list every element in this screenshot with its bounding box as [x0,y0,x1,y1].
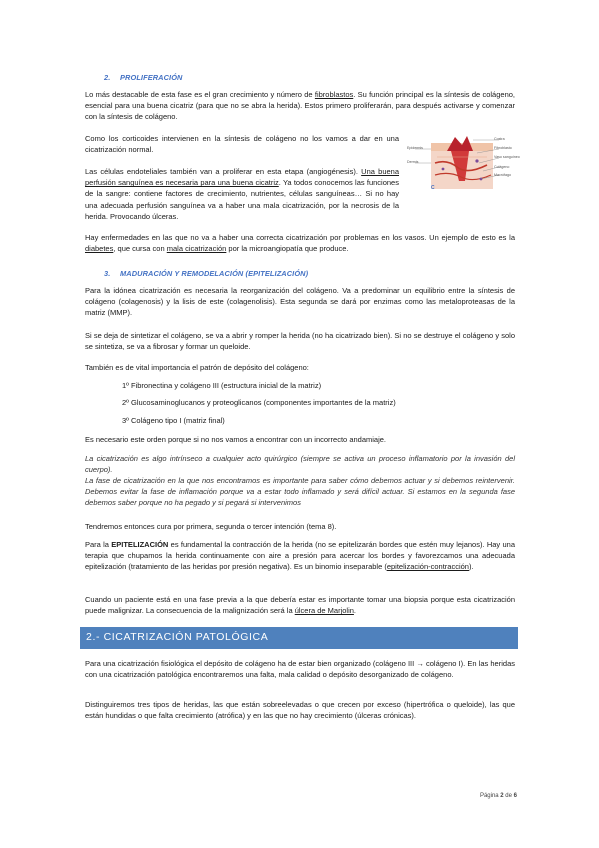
paragraph-biopsia: Cuando un paciente está en una fase previa a la que debería estar es importante tomar una biopsia porque esta cicatrización puede malignizar. La consecuencia de la malignización será la úlcera de Marjolin. [85,595,515,616]
paragraph-fibroblastos: Lo más destacable de esta fase es el gran crecimiento y número de fibroblastos. Su función principal es la síntesis de colágeno, esencial para una buena cicatriz (para que no se abra la herida). Estos primero proliferarán, para después activarse y comenzar con la síntesis de colágeno. [85,90,515,122]
wound-healing-figure [407,133,520,194]
paragraph-patron: También es de vital importancia el patrón de depósito del colágeno: [85,363,309,372]
figure-panel-letter: C [431,185,435,191]
figure-label: Fibroblasto [494,146,512,150]
figure-label: Dermis [407,160,419,164]
paragraph-cura: Tendremos entonces cura por primera, segunda o tercer intención (tema 8). [85,522,337,531]
paragraph-fisiologica: Para una cicatrización fisiológica el depósito de colágeno ha de estar bien organizado (colágeno III → colágeno I). En las heridas con una cicatrización patológica encontraremos una falta, mala calidad o depósito desorganizado de colágeno. [85,659,515,680]
chapter-title: 2.- CICATRIZACIÓN PATOLÓGICA [86,631,269,643]
page-footer: Página 2 de 6 [479,793,517,799]
paragraph-orden: Es necesario este orden porque si no nos vamos a encontrar con un incorrecto andamiaje. [85,435,387,444]
paragraph-endoteliales: Las células endoteliales también van a proliferar en esta etapa (angiogénesis). Una buena perfusión sanguínea es necesaria para una buena cicatriz. Ya todos conocemos las funciones de la sangre: contiene factores de crecimiento, nutrientes, células sanguíneas… Si no hay una adecuada perfusión sanguínea va a haber una mala cicatrización, por la necrosis de la herida. Provocando úlceras. [85,167,400,221]
ulcera-marjolin-term: úlcera de Marjolin [294,606,354,616]
paragraph-sintesis: Si se deja de sintetizar el colágeno, se va a abrir y romper la herida (no ha cicatrizado bien). Si no se destruye el colágeno y solo se sintetiza, se va a fibrosar y formar un queloide. [85,331,515,352]
page-number: 2 [500,793,504,799]
section-title: MADURACIÓN Y REMODELACIÓN (EPITELIZACIÓN) [120,269,309,278]
section-number: 3. [104,269,111,278]
epitelizacion-term: EPITELIZACIÓN [111,540,169,549]
paragraph-reorganizacion: Para la idónea cicatrización es necesaria la reorganización del colágeno. Va a predominar un equilibrio entre la síntesis de colágeno (colagenosis) y la lisis de este (colagenolisis). Esta segunda se dará por enzimas como las metaloproteasas de la matriz (MMP). [85,286,515,318]
mala-cicatrizacion-term: mala cicatrización [166,244,227,254]
collagen-order-list-item: 3º Colágeno tipo I (matriz final) [122,416,225,425]
section-number: 2. [104,73,111,82]
page-total: 6 [513,793,517,799]
figure-label: Macrófago [494,173,511,177]
binomio-term: epitelización-contracción [386,562,469,572]
section-heading-maduracion [104,269,308,278]
fibroblastos-term: fibroblastos [314,90,354,99]
paragraph-fase: La fase de cicatrización en la que nos encontramos es importante para saber cómo debemos actuar y si debemos reintervenir. Debemos evitar la fase de inflamación porque va a estar todo inflamado y será difícil actuar. Si estamos en la segunda fase debemos saber porque no ha pegado y si pegará si intervenimos [85,476,515,508]
section-title: PROLIFERACIÓN [120,73,183,82]
perfusion-underlined: Una buena perfusión sanguínea es necesaria para una buena cicatriz [85,167,400,188]
skin-cross-section-illustration [407,133,520,194]
figure-label: Epidermis [407,146,423,150]
figure-label: Vaso sanguíneo [494,155,520,159]
diabetes-term: diabetes [85,244,114,254]
chapter-banner [80,627,518,649]
paragraph-enfermedades: Hay enfermedades en las que no va a haber una correcta cicatrización por problemas en los vasos. Un ejemplo de esto es la diabetes, que cursa con mala cicatrización por la microangiopatía que produce. [85,233,515,254]
collagen-order-list-item: 1º Fibronectina y colágeno III (estructura inicial de la matriz) [122,381,322,390]
section-heading-proliferacion [104,73,182,82]
figure-label: Colágeno [494,165,510,169]
paragraph-corticoides: Como los corticoides intervienen en la síntesis de colágeno no los vamos a dar en una cicatrización normal. [85,134,399,155]
collagen-order-list-item: 2º Glucosaminoglucanos y proteoglicanos (componentes importantes de la matriz) [122,398,396,407]
paragraph-intrinseco: La cicatrización es algo intrínseco a cualquier acto quirúrgico (siempre se activa un proceso inflamatorio por la invasión del cuerpo). [85,454,515,475]
figure-label: Costra [494,137,505,141]
paragraph-epitelizacion: Para la EPITELIZACIÓN es fundamental la contracción de la herida (no se epitelizarán bordes que estén muy lejanos). Hay una terapia que chupamos la herida continuamente con aire a presión para acercar los bordes y favorezcamos una adecuada epitelización (tratamiento de las heridas por presión negativa). Es un binomio inseparable (epitelización-contracción). [85,540,515,572]
paragraph-tipos-heridas: Distinguiremos tres tipos de heridas, las que están sobreelevadas o que crecen por exceso (hipertrófica o queloide), las que están hundidas o que falta crecimiento (atrófica) y en las que no hay crecimiento (úlceras crónicas). [85,700,515,721]
